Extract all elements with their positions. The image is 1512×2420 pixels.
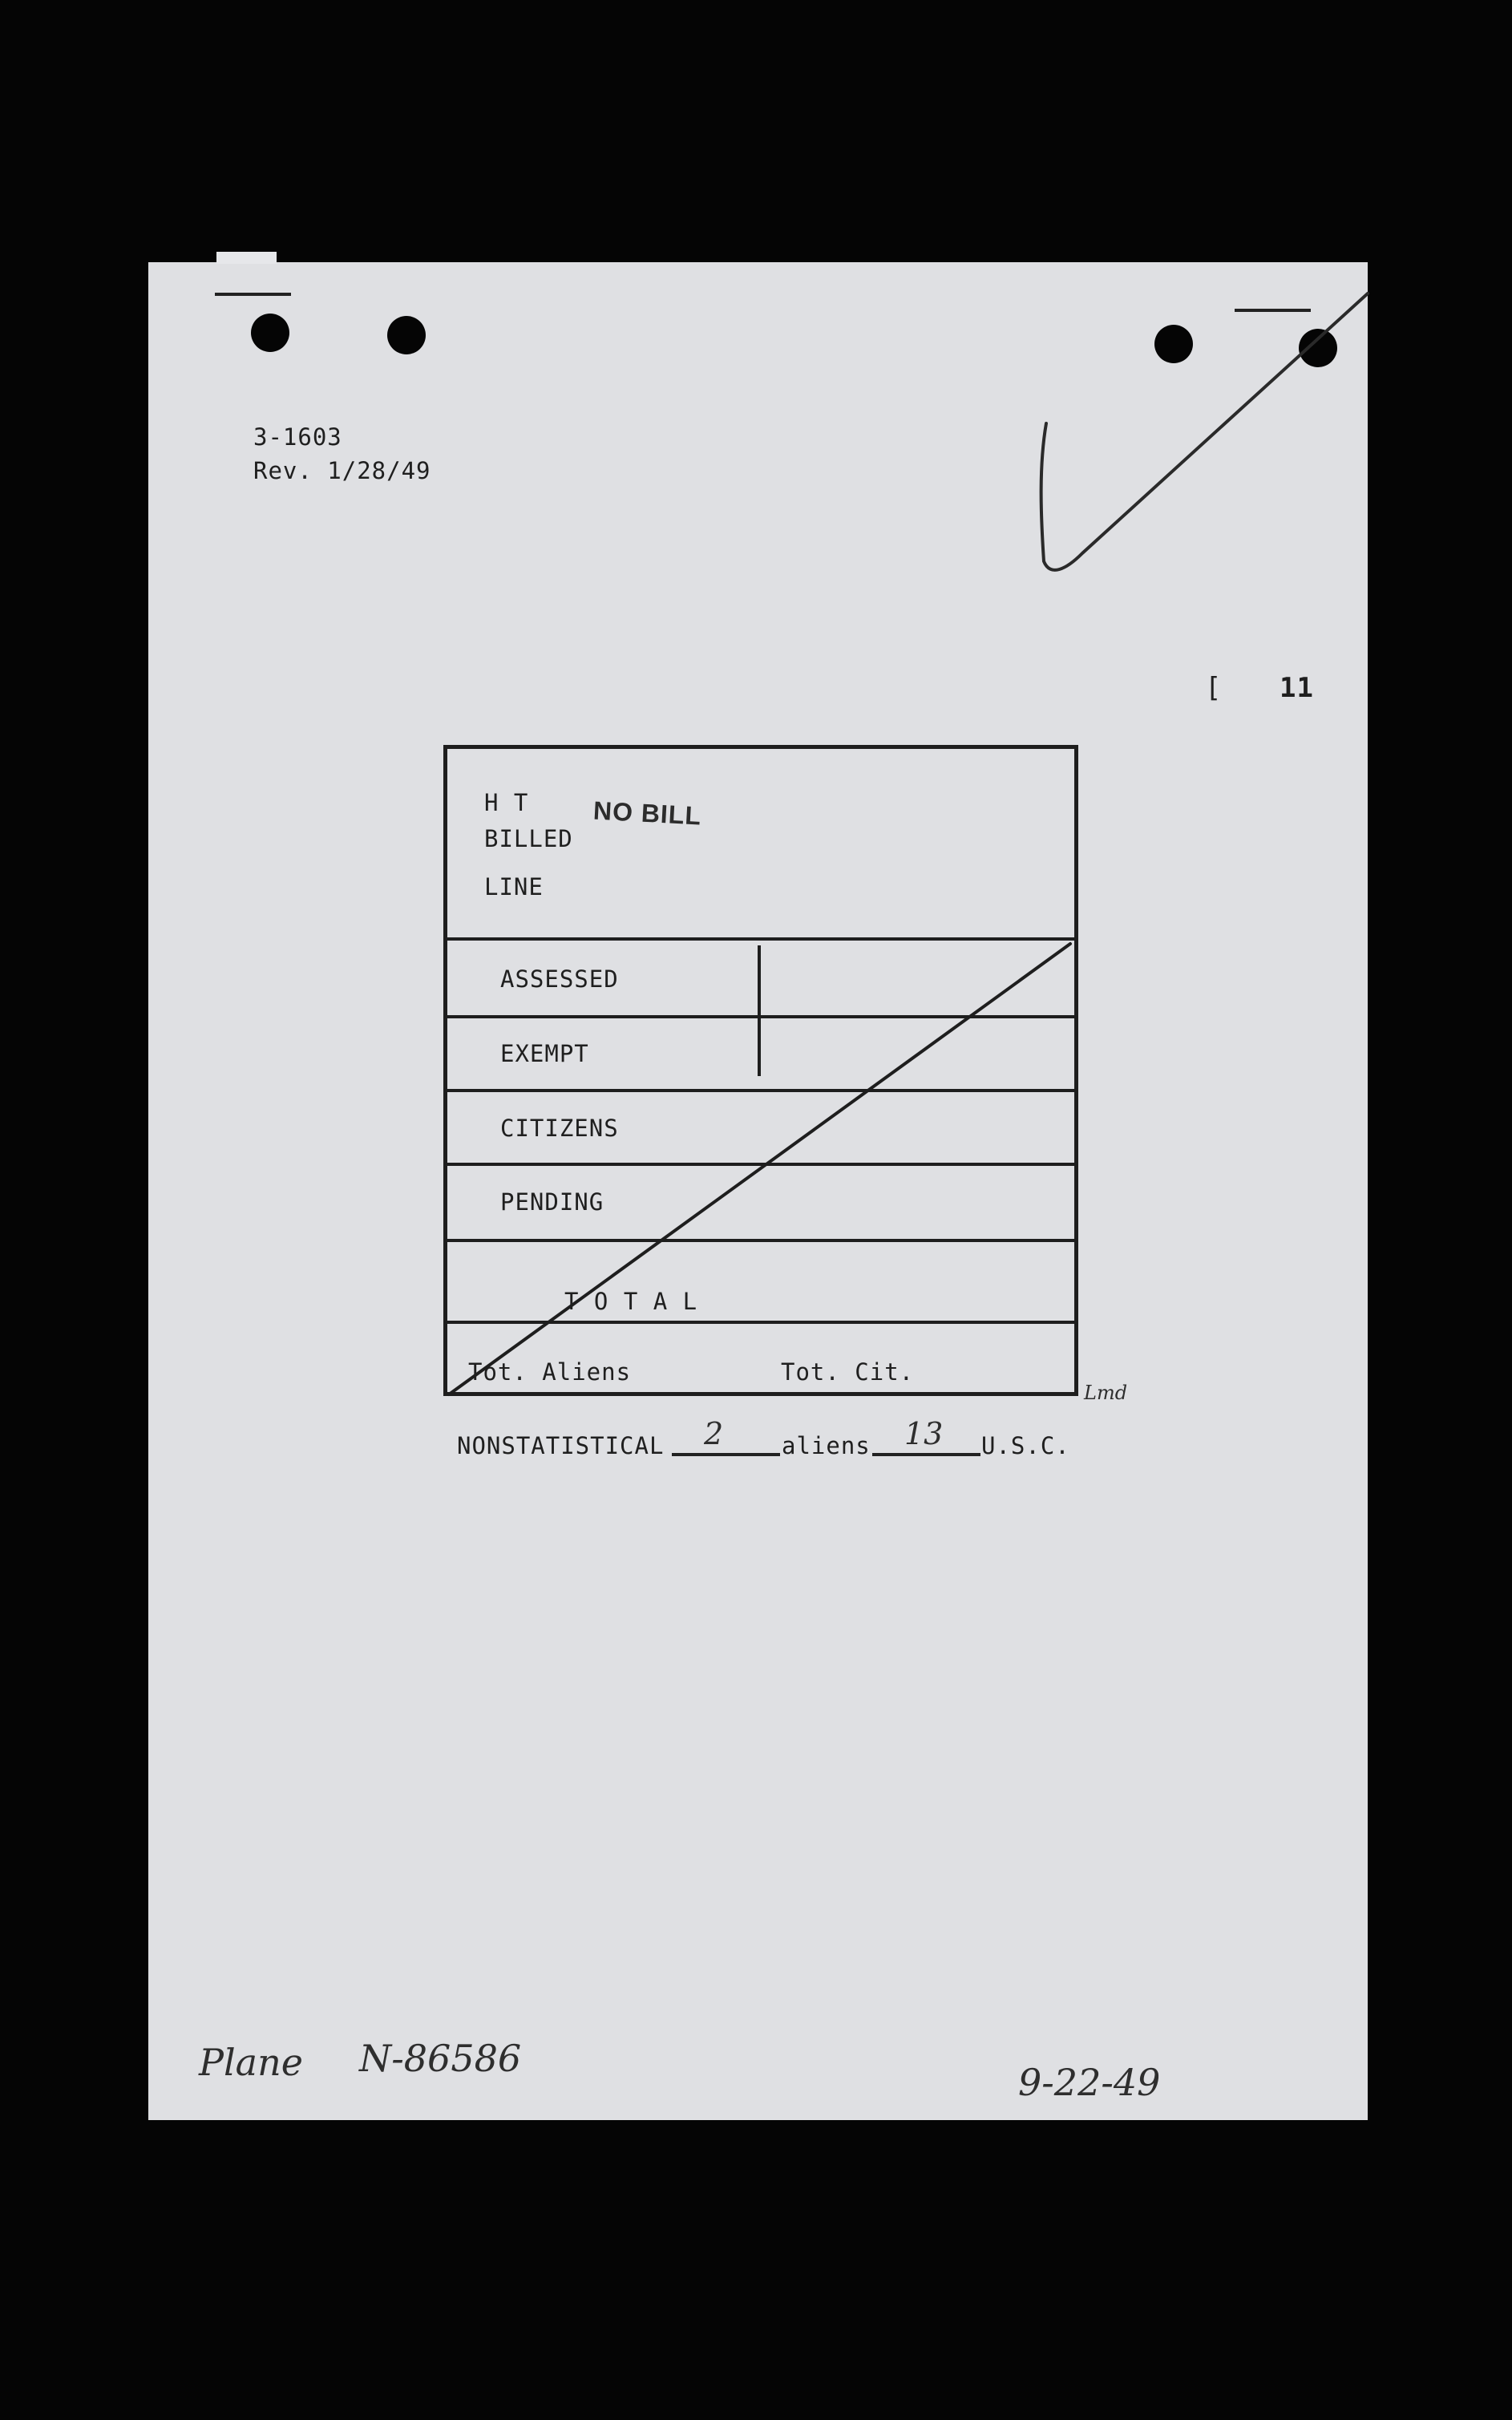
usc-value: 13 [904,1416,944,1451]
pending-label: PENDING [500,1188,604,1216]
diagonal-cancel-line [449,944,1070,1394]
page-mark: [ [1205,672,1223,704]
ht-label: H T [484,789,529,816]
aliens-value: 2 [704,1416,724,1451]
total-label: T O T A L [564,1288,698,1315]
billed-label: BILLED [484,825,573,852]
line-label: LINE [484,873,544,900]
exempt-label: EXEMPT [500,1040,589,1067]
no-bill-stamp: NO BILL [592,795,702,831]
aliens-label: aliens [782,1432,871,1459]
plane-label: Plane [199,2041,303,2084]
plane-number: N-86586 [359,2037,522,2080]
usc-label: U.S.C. [981,1432,1070,1459]
nonstatistical-label: NONSTATISTICAL [457,1432,665,1459]
tot-aliens-label: Tot. Aliens [468,1358,632,1386]
form-number: 3-1603 [253,423,342,451]
revision-date: Rev. 1/28/49 [253,457,431,484]
tot-cit-label: Tot. Cit. [781,1358,915,1386]
initials: Lmd [1084,1382,1128,1404]
citizens-label: CITIZENS [500,1115,619,1142]
checkmark-stroke [1041,293,1368,570]
page-number: 11 [1280,672,1314,704]
assessed-label: ASSESSED [500,965,619,993]
handwritten-date: 9-22-49 [1018,2061,1161,2104]
